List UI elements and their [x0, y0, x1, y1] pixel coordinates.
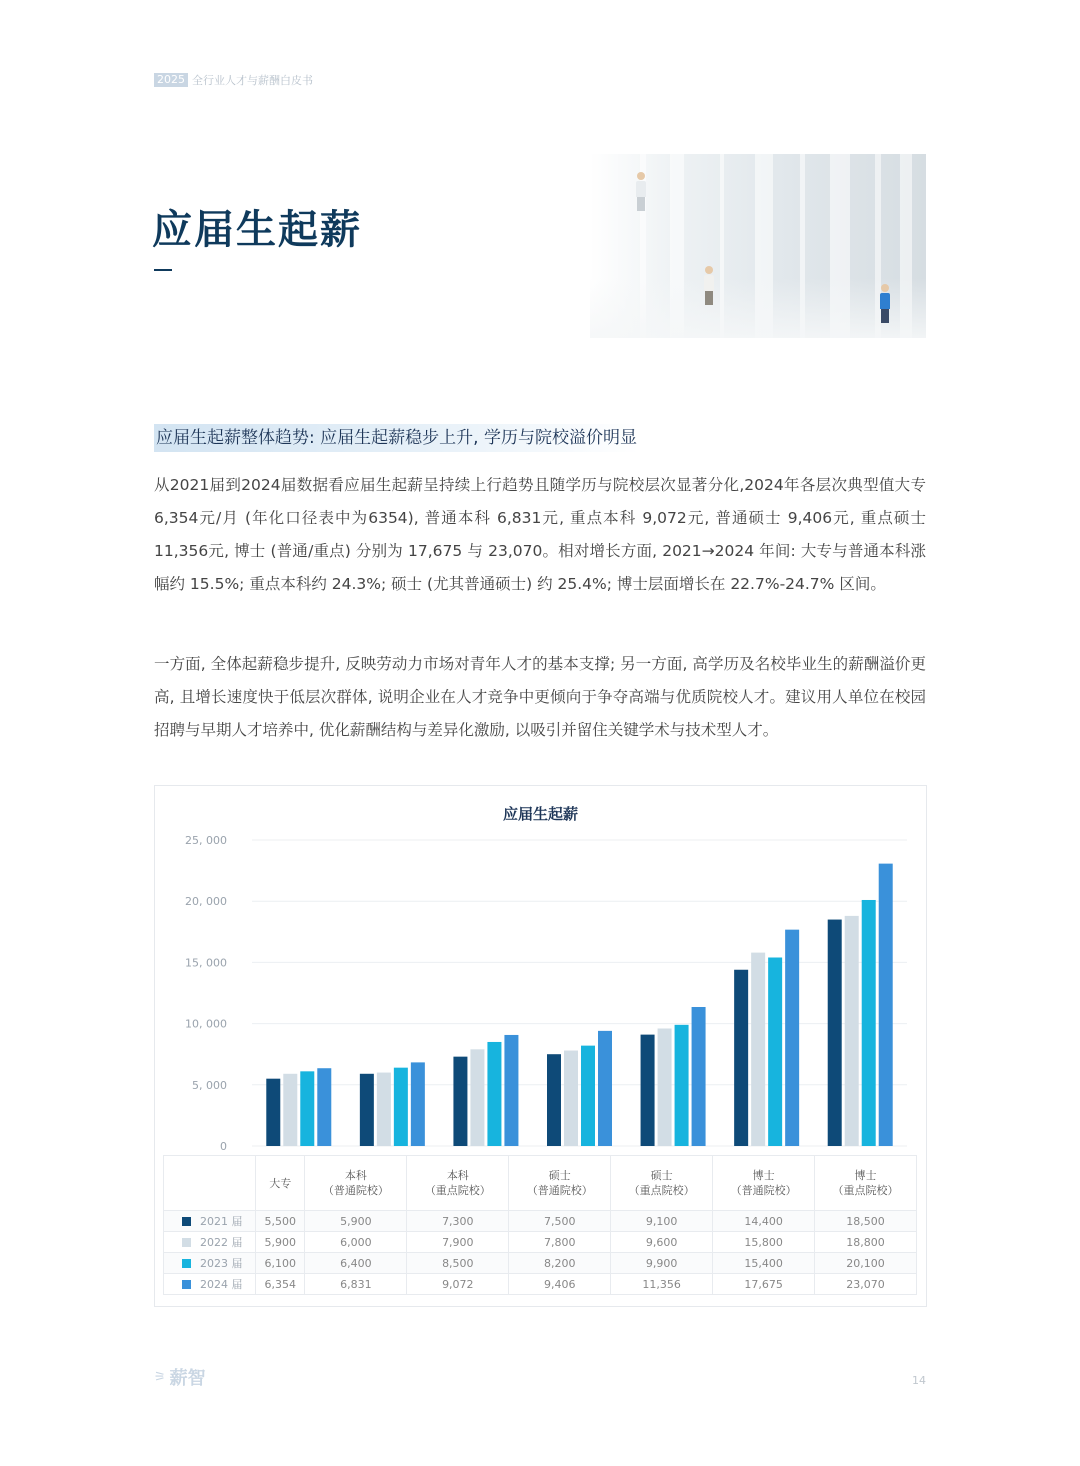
- footer-brand: 薪智: [169, 1368, 206, 1389]
- category-header: [815, 1156, 917, 1211]
- bar: [470, 1049, 484, 1146]
- header-title: 全行业人才与薪酬白皮书: [192, 74, 313, 87]
- table-cell: 9,900: [611, 1253, 713, 1274]
- category-label: 硕士: [548, 1169, 571, 1182]
- header-year: 2025: [154, 73, 188, 87]
- title-divider: [154, 269, 172, 271]
- table-cell: 9,600: [611, 1232, 713, 1253]
- category-sublabel: （普通院校）: [322, 1184, 389, 1197]
- bar: [453, 1057, 467, 1146]
- table-cell: 6,354: [256, 1274, 305, 1295]
- table-cell: 6,400: [305, 1253, 407, 1274]
- bar: [394, 1068, 408, 1146]
- table-cell: 5,500: [256, 1211, 305, 1232]
- bar: [675, 1025, 689, 1146]
- table-cell: 9,406: [509, 1274, 611, 1295]
- figure-person-3: [880, 284, 890, 323]
- bar: [828, 920, 842, 1146]
- category-header: [611, 1156, 713, 1211]
- bar: [317, 1068, 331, 1146]
- table-cell: 18,800: [815, 1232, 917, 1253]
- bar: [487, 1042, 501, 1146]
- bar: [360, 1074, 374, 1146]
- table-cell: 6,831: [305, 1274, 407, 1295]
- series-legend: [164, 1232, 256, 1253]
- table-row: [164, 1211, 917, 1232]
- series-name: 2022 届: [200, 1236, 243, 1249]
- figure-person-2: [704, 266, 714, 305]
- category-label: 大专: [269, 1176, 292, 1190]
- series-legend: [164, 1274, 256, 1295]
- category-label: 博士: [752, 1169, 775, 1182]
- table-cell: 17,675: [713, 1274, 815, 1295]
- bar: [862, 900, 876, 1146]
- bar: [734, 970, 748, 1146]
- bar: [785, 930, 799, 1146]
- table-cell: 5,900: [305, 1211, 407, 1232]
- legend-swatch: [182, 1280, 191, 1289]
- table-cell: 15,400: [713, 1253, 815, 1274]
- data-table: [163, 1155, 917, 1295]
- table-cell: 6,000: [305, 1232, 407, 1253]
- category-sublabel: （普通院校）: [730, 1184, 797, 1197]
- legend-swatch: [182, 1238, 191, 1247]
- table-cell: 23,070: [815, 1274, 917, 1295]
- series-legend: [164, 1211, 256, 1232]
- table-row: [164, 1274, 917, 1295]
- table-row: [164, 1232, 917, 1253]
- bar: [504, 1035, 518, 1146]
- category-label: 本科: [344, 1169, 367, 1182]
- category-label: 本科: [446, 1169, 469, 1182]
- running-header: [154, 72, 313, 88]
- category-sublabel: （重点院校）: [832, 1184, 899, 1197]
- category-header: [407, 1156, 509, 1211]
- bar: [300, 1071, 314, 1146]
- body-paragraph-2: 一方面, 全体起薪稳步提升, 反映劳动力市场对青年人才的基本支撑; 另一方面, 高学历及名校毕业生的薪酬溢价更高, 且增长速度快于低层次群体, 说明企业在人才竞争中更倾向于争夺高端与优质院校人才。建议用人单位在校园招聘与早期人才培养中, 优化薪酬结构与差异化激励, 以吸引并留住关键学术与技术型人才。: [154, 655, 926, 739]
- series-name: 2021 届: [200, 1215, 243, 1228]
- body-paragraph-1: 从2021届到2024届数据看应届生起薪呈持续上行趋势且随学历与院校层次显著分化,2024年各层次典型值大专 6,354元/月 (年化口径表中为6354), 普通本科 6,831元, 重点本科 9,072元, 普通硕士 9,406元, 重点硕士 11,356元, 博士 (普通/重点) 分别为 17,675 与 23,070。相对增长方面, 2021→2024 年间: 大专与普通本科涨幅约 15.5%; 重点本科约 24.3%; 硕士 (尤其普通硕士) 约 25.4%; 博士层面增长在 22.7%-24.7% 区间。: [154, 476, 926, 593]
- category-header: [713, 1156, 815, 1211]
- page-title: 应届生起薪: [152, 206, 362, 253]
- table-cell: 5,900: [256, 1232, 305, 1253]
- bar: [377, 1073, 391, 1146]
- table-cell: 7,500: [509, 1211, 611, 1232]
- table-cell: 6,100: [256, 1253, 305, 1274]
- legend-swatch: [182, 1259, 191, 1268]
- category-label: 博士: [854, 1169, 877, 1182]
- table-cell: 9,072: [407, 1274, 509, 1295]
- series-legend: [164, 1253, 256, 1274]
- series-name: 2023 届: [200, 1257, 243, 1270]
- bar: [879, 864, 893, 1146]
- bar: [641, 1035, 655, 1146]
- table-cell: 7,800: [509, 1232, 611, 1253]
- chart-panel: [154, 785, 927, 1307]
- bar: [581, 1046, 595, 1146]
- y-tick-label: 20, 000: [185, 895, 227, 909]
- bar: [266, 1079, 280, 1146]
- bar: [768, 958, 782, 1146]
- chart-title: 应届生起薪: [502, 805, 578, 823]
- bar: [564, 1051, 578, 1146]
- page-number: 14: [912, 1374, 926, 1387]
- table-cell: 11,356: [611, 1274, 713, 1295]
- table-header-row: [164, 1156, 917, 1211]
- table-cell: 9,100: [611, 1211, 713, 1232]
- y-tick-label: 15, 000: [185, 956, 227, 970]
- bar: [547, 1054, 561, 1146]
- section-heading: 应届生起薪整体趋势: 应届生起薪稳步上升, 学历与院校溢价明显: [154, 424, 639, 452]
- bar: [751, 953, 765, 1146]
- category-sublabel: （重点院校）: [628, 1184, 695, 1197]
- y-tick-label: 25, 000: [185, 834, 227, 847]
- table-cell: 8,200: [509, 1253, 611, 1274]
- table-cell: 18,500: [815, 1211, 917, 1232]
- category-sublabel: （重点院校）: [424, 1184, 491, 1197]
- category-sublabel: （普通院校）: [526, 1184, 593, 1197]
- logo-icon: ⚞: [154, 1369, 166, 1385]
- table-cell: 15,800: [713, 1232, 815, 1253]
- bar: [692, 1007, 706, 1146]
- bar: [598, 1031, 612, 1146]
- series-name: 2024 届: [200, 1278, 243, 1291]
- table-row: [164, 1253, 917, 1274]
- figure-person-1: [636, 172, 646, 211]
- table-cell: 20,100: [815, 1253, 917, 1274]
- footer-logo: [154, 1364, 206, 1390]
- bar: [411, 1062, 425, 1146]
- category-header: [256, 1156, 305, 1211]
- category-header: [509, 1156, 611, 1211]
- bar: [845, 916, 859, 1146]
- table-cell: 8,500: [407, 1253, 509, 1274]
- table-cell: 7,300: [407, 1211, 509, 1232]
- table-cell: 7,900: [407, 1232, 509, 1253]
- category-header: [305, 1156, 407, 1211]
- y-tick-label: 0: [220, 1140, 227, 1153]
- bar: [283, 1074, 297, 1146]
- hero-image: [590, 154, 926, 338]
- bar: [658, 1028, 672, 1146]
- category-label: 硕士: [650, 1169, 673, 1182]
- bar-chart: [155, 786, 926, 1156]
- table-corner: [164, 1156, 256, 1211]
- y-tick-label: 10, 000: [185, 1017, 227, 1031]
- y-tick-label: 5, 000: [192, 1078, 227, 1092]
- table-cell: 14,400: [713, 1211, 815, 1232]
- legend-swatch: [182, 1217, 191, 1226]
